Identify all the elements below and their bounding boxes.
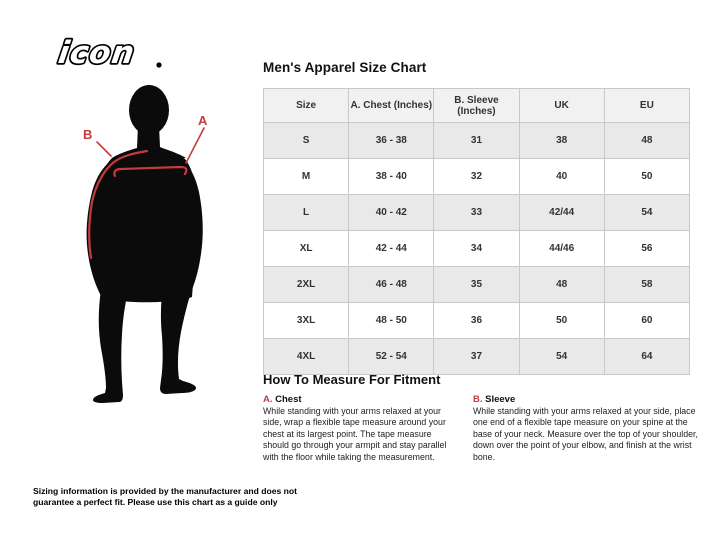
col-header-chest: A. Chest (Inches) bbox=[349, 89, 434, 123]
sleeve-instruction-text: While standing with your arms relaxed at your side, place one end of a flexible tape measure on your spine at the base of your neck. Measure over the top of your shoulder, down over the point of your elbow, and finish at the wrist bone. bbox=[473, 406, 698, 462]
body-silhouette-diagram bbox=[50, 70, 240, 410]
cell-uk: 50 bbox=[519, 303, 604, 339]
icon-logo-text: icon bbox=[55, 35, 138, 71]
col-header-size: Size bbox=[264, 89, 349, 123]
label-b-pointer-line bbox=[97, 142, 111, 156]
icon-logo bbox=[50, 28, 180, 76]
table-row bbox=[264, 159, 690, 195]
cell-eu: 64 bbox=[604, 339, 689, 375]
cell-chest: 52 - 54 bbox=[349, 339, 434, 375]
cell-size: 4XL bbox=[264, 339, 349, 375]
cell-chest: 48 - 50 bbox=[349, 303, 434, 339]
col-header-eu: EU bbox=[604, 89, 689, 123]
icon-logo-trademark-dot bbox=[156, 62, 161, 67]
table-row bbox=[264, 303, 690, 339]
cell-eu: 50 bbox=[604, 159, 689, 195]
silhouette-neck bbox=[112, 125, 186, 158]
table-row bbox=[264, 339, 690, 375]
sizing-disclaimer: Sizing information is provided by the manufacturer and does not guarantee a perfect fit. Please use this chart as a guide only bbox=[33, 486, 298, 507]
cell-chest: 36 - 38 bbox=[349, 123, 434, 159]
cell-uk: 44/46 bbox=[519, 231, 604, 267]
table-row bbox=[264, 231, 690, 267]
cell-chest: 46 - 48 bbox=[349, 267, 434, 303]
cell-sleeve: 31 bbox=[434, 123, 519, 159]
table-row bbox=[264, 267, 690, 303]
table-row bbox=[264, 195, 690, 231]
cell-sleeve: 37 bbox=[434, 339, 519, 375]
cell-chest: 38 - 40 bbox=[349, 159, 434, 195]
cell-chest: 40 - 42 bbox=[349, 195, 434, 231]
icon-logo-wordmark bbox=[56, 35, 137, 71]
chest-name: Chest bbox=[275, 394, 302, 405]
cell-eu: 48 bbox=[604, 123, 689, 159]
cell-uk: 42/44 bbox=[519, 195, 604, 231]
table-row bbox=[264, 123, 690, 159]
cell-size: 2XL bbox=[264, 267, 349, 303]
silhouette-left-leg bbox=[93, 284, 130, 403]
measure-instructions-sleeve bbox=[473, 394, 699, 463]
cell-sleeve: 34 bbox=[434, 231, 519, 267]
cell-sleeve: 32 bbox=[434, 159, 519, 195]
measure-label-a: A bbox=[198, 113, 208, 128]
size-chart-table bbox=[263, 88, 690, 375]
cell-size: M bbox=[264, 159, 349, 195]
measure-label-b: B bbox=[83, 127, 93, 142]
chest-letter: A. bbox=[263, 394, 273, 405]
cell-size: XL bbox=[264, 231, 349, 267]
sleeve-name: Sleeve bbox=[485, 394, 516, 405]
cell-uk: 54 bbox=[519, 339, 604, 375]
how-to-measure-section bbox=[263, 372, 699, 463]
size-chart-title: Men's Apparel Size Chart bbox=[263, 60, 427, 75]
cell-sleeve: 36 bbox=[434, 303, 519, 339]
cell-size: S bbox=[264, 123, 349, 159]
cell-sleeve: 35 bbox=[434, 267, 519, 303]
cell-uk: 38 bbox=[519, 123, 604, 159]
cell-eu: 58 bbox=[604, 267, 689, 303]
how-to-measure-title: How To Measure For Fitment bbox=[263, 372, 441, 387]
cell-size: L bbox=[264, 195, 349, 231]
cell-sleeve: 33 bbox=[434, 195, 519, 231]
label-a-pointer-line bbox=[186, 128, 204, 163]
sleeve-instruction-label bbox=[473, 394, 699, 405]
cell-eu: 60 bbox=[604, 303, 689, 339]
measure-instructions-chest bbox=[263, 394, 457, 463]
col-header-sleeve: B. Sleeve (Inches) bbox=[434, 89, 519, 123]
cell-uk: 40 bbox=[519, 159, 604, 195]
chest-instruction-text: While standing with your arms relaxed at your side, wrap a flexible tape measure around your chest at its largest point. The tape measure should go through your armpit and stay parallel with the floor while taking the measurement. bbox=[263, 406, 447, 462]
table-header-row bbox=[264, 89, 690, 123]
chest-instruction-label bbox=[263, 394, 457, 405]
sleeve-letter: B. bbox=[473, 394, 483, 405]
cell-uk: 48 bbox=[519, 267, 604, 303]
cell-eu: 56 bbox=[604, 231, 689, 267]
cell-size: 3XL bbox=[264, 303, 349, 339]
cell-chest: 42 - 44 bbox=[349, 231, 434, 267]
cell-eu: 54 bbox=[604, 195, 689, 231]
col-header-uk: UK bbox=[519, 89, 604, 123]
